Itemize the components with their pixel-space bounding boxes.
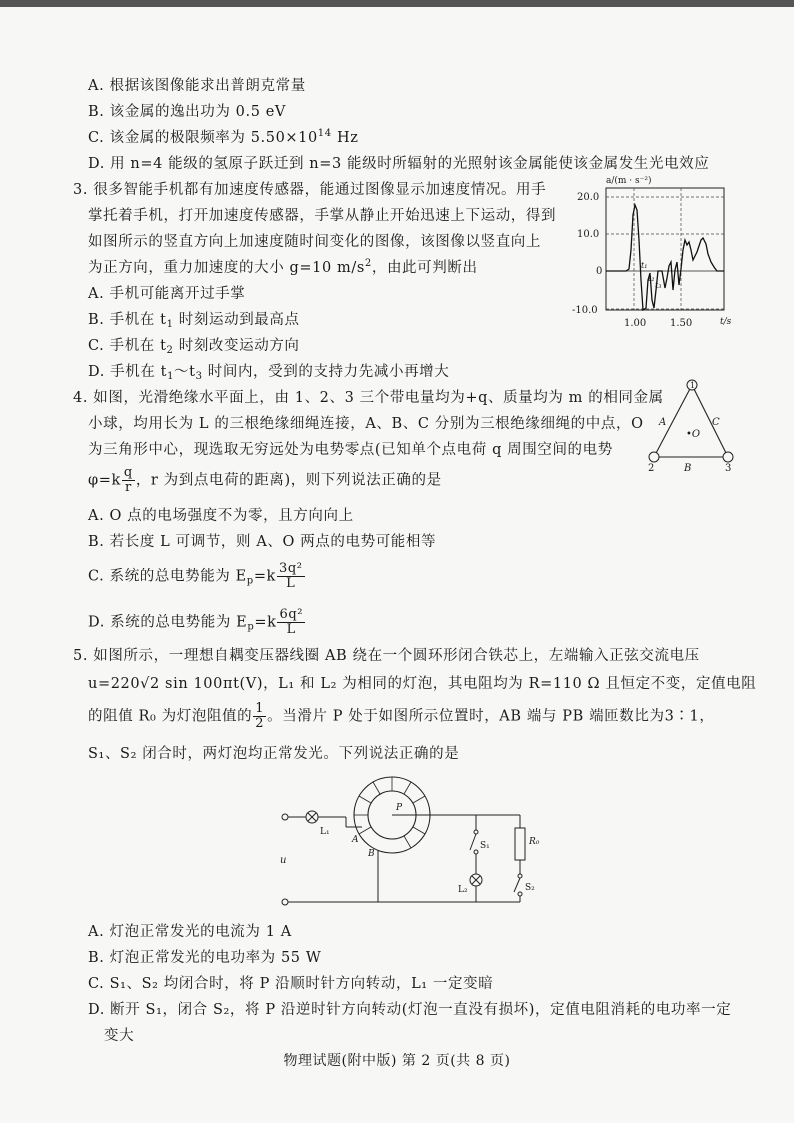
q5-stem-line1: 5. 如图所示，一理想自耦变压器线圈 AB 绕在一个圆环形闭合铁芯上，左端输入正弦交流电压: [73, 648, 700, 664]
q2-option-d: D. 用 n=4 能级的氢原子跃迁到 n=3 能级时所辐射的光照射该金属能使该金属发生光电效应: [88, 156, 710, 172]
q2-option-a: A. 根据该图像能求出普朗克常量: [88, 78, 306, 94]
t2-label: t₂: [648, 274, 655, 283]
q3-option-b: B. 手机在 $t_1$ 时刻运动到最高点: [88, 312, 300, 330]
q5-option-a: A. 灯泡正常发光的电流为 1 A: [88, 924, 292, 940]
resistor-r0-label: R₀: [529, 837, 540, 847]
switch-s2-label: S₂: [525, 883, 535, 893]
ball-2-label: 2: [648, 463, 655, 474]
q5-stem-line3: 的阻值 R₀ 为灯泡阻值的 $\frac{1}{2}$ 。当滑片 P 处于如图所示位置时，AB 端与 PB 端匝数比为3∶1，: [88, 701, 715, 731]
x-tick-100: 1.00: [624, 318, 647, 329]
x-tick-150: 1.50: [670, 318, 693, 329]
top-scan-edge: [0, 0, 794, 7]
t1-label: t₁: [641, 261, 648, 270]
source-u-label: u: [280, 855, 287, 866]
y-tick-10: 10.0: [577, 229, 600, 240]
q5-stem-line4: S₁、S₂ 闭合时，两灯泡均正常发光。下列说法正确的是: [88, 746, 460, 762]
q4-option-a: A. O 点的电场强度不为零，且方向向上: [88, 508, 354, 524]
q3-option-d: D. 手机在 $t_1\sim t_3$ 时间内，受到的支持力先减小再增大: [88, 364, 450, 382]
q3-acceleration-graph: [570, 170, 740, 336]
q4-stem-line4: φ=k $\frac{q}{r}$ ，r 为到点电荷的距离)，则下列说法正确的是: [88, 465, 442, 495]
q4-option-c: C. 系统的总电势能为 $E_p=k$ $\frac{\text{3q²}}{L}$: [88, 561, 303, 591]
q5-option-c: C. S₁、S₂ 均闭合时，将 P 沿顺时针方向转动，L₁ 一定变暗: [88, 976, 494, 992]
q4-option-d: D. 系统的总电势能为 $E_p=k$ $\frac{\text{6q²}}{L}$: [88, 607, 304, 637]
q5-stem-line2: u=220√2 sin 100πt(V)，L₁ 和 L₂ 为相同的灯泡，其电阻均为 R=110 Ω 且恒定不变，定值电阻: [88, 676, 757, 692]
q4-triangle-figure: [640, 375, 750, 479]
page-footer: 物理试题(附中版) 第 2 页(共 8 页): [283, 1053, 511, 1069]
q3-stem-line3: 如图所示的竖直方向上加速度随时间变化的图像，该图像以竖直向上: [88, 234, 541, 250]
y-tick-20: 20.0: [577, 192, 600, 203]
slider-p-label: P: [396, 803, 403, 813]
graph-x-label: t/s: [720, 317, 732, 327]
q4-stem-line1: 4. 如图，光滑绝缘水平面上，由 1、2、3 三个带电量均为+q、质量均为 m 的相同金属: [73, 390, 664, 406]
y-tick-0: 0: [596, 266, 603, 277]
point-a-label: A: [659, 417, 667, 428]
q5-option-b: B. 灯泡正常发光的电功率为 55 W: [88, 950, 322, 966]
y-tick-neg10: -10.0: [572, 305, 598, 316]
point-o-label: •O: [686, 429, 701, 440]
q4-stem-line2: 小球，均用长为 L 的三根绝缘细绳连接，A、B、C 分别为三根绝缘细绳的中点，O: [88, 416, 644, 432]
q2-option-c: C. 该金属的极限频率为 $5.50\times 10^{14}$ Hz: [88, 128, 359, 146]
q3-stem-line1: 3. 很多智能手机都有加速度传感器，能通过图像显示加速度情况。用手: [73, 182, 547, 198]
switch-s1-label: S₁: [480, 841, 490, 851]
ball-3-label: 3: [725, 463, 732, 474]
point-c-label: C: [712, 417, 720, 428]
lamp-l2-label: L₂: [458, 885, 468, 895]
q3-option-c: C. 手机在 $t_2$ 时刻改变运动方向: [88, 338, 300, 356]
ball-1-label: 1: [690, 381, 696, 390]
q3-option-a: A. 手机可能离开过手掌: [88, 286, 246, 302]
q5-circuit-figure: [270, 770, 540, 919]
q4-stem-line3: 为三角形中心，现选取无穷远处为电势零点(已知单个点电荷 q 周围空间的电势: [88, 442, 613, 458]
q4-option-b: B. 若长度 L 可调节，则 A、O 两点的电势可能相等: [88, 534, 437, 550]
q5-option-d-line1: D. 断开 S₁，闭合 S₂，将 P 沿逆时针方向转动(灯泡一直没有损坏)，定值电阻消耗的电功率一定: [88, 1002, 732, 1018]
terminal-b-label: B: [368, 849, 375, 859]
q3-stem-line4: 为正方向，重力加速度的大小 g=10 $m/s^2$，由此可判断出: [88, 258, 478, 276]
q2-option-b: B. 该金属的逸出功为 0.5 eV: [88, 104, 287, 120]
q3-stem-line2: 掌托着手机，打开加速度传感器，手掌从静止开始迅速上下运动，得到: [88, 208, 557, 224]
t3-label: t₃: [655, 281, 662, 290]
terminal-a-label: A: [352, 835, 359, 845]
lamp-l1-label: L₁: [320, 827, 330, 837]
graph-y-label: a/(m · s⁻²): [606, 176, 652, 186]
point-b-label: B: [684, 463, 692, 474]
q5-option-d-line2: 变大: [104, 1028, 135, 1044]
